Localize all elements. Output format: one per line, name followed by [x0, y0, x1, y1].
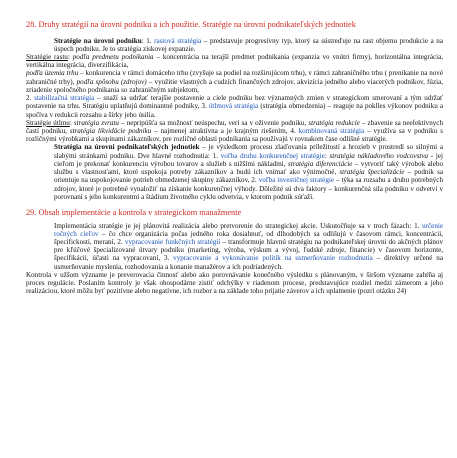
paragraph-growth-strategies — [26, 53, 443, 69]
term-functional-strategies: vypracovanie funkčných stratégií — [124, 238, 221, 247]
term-by-resources: podľa spôsobu (zdrojov) — [76, 77, 147, 86]
term-annual-objectives: určenie ročných cieľov — [54, 221, 443, 238]
text: – konkurencia v rámci domáceho trhu (zvyšuje sa podiel na rozširujúcom trhu), v rámci zahraničného trhu ( prenikanie na nové zahraničné trhy), — [26, 69, 443, 86]
term-combined-strategy: kombinovaná stratégia — [298, 127, 365, 136]
text: – podnik sa orientuje na uspokojovanie potrieb obmedzenej skupiny zákazníkov, 2. — [54, 168, 443, 185]
term-business-unit-level: Stratégia na úrovni podnikateľských jednotiek — [54, 143, 200, 152]
text: – predstavuje progresívny typ, ktorý sa sústreďuje na rast objemu produkcie a na úspech podniku. Je to stratégia ziskovej expanzie. — [54, 36, 444, 53]
paragraph-business-unit — [26, 143, 443, 201]
text: – transformuje hlavnú stratégiu na podnikateľskej úrovni do akčných plánov pre kľúčové špecializované útvary podniku (marketing, výroba, výskum a vývoj, ľudské zdroje, financie) v časovom horizonte, špecifikácii, účasti na vypracovaní, 3. — [54, 238, 443, 263]
text: – nepripúšťa sa možnosť neúspechu, verí sa v oživenie podniku, — [118, 118, 309, 127]
term-turnaround: stratégia zvratu — [73, 118, 119, 127]
term-by-business-subject: podľa predmetu podnikania — [72, 53, 154, 62]
term-specialization: stratégia špecializácie — [339, 168, 405, 177]
text: – zbavenie sa neefektívnych častí podniku, — [26, 118, 443, 136]
section-heading: 29. Obsah implementácie a kontrola v strategickom manažmente — [26, 207, 242, 217]
section-28 — [26, 20, 443, 201]
section-29 — [26, 208, 443, 296]
paragraph-stabilization — [26, 94, 443, 119]
term-policies: vypracovanie a vykonávanie politík na usmerňovanie rozhodnutia — [173, 254, 373, 263]
text: : 1. — [141, 36, 155, 45]
term-growth-strategies: Stratégie rastu — [26, 53, 68, 62]
term-liquidation: stratégia likvidácie podniku — [69, 127, 152, 136]
paragraph-control — [26, 271, 443, 296]
text: (stratégia obmedzenia) – reaguje na poklles výkonov podniku a spočíva v redukcii rozsahu a šírky jeho úsilia. — [26, 102, 443, 119]
text: : — [324, 151, 330, 160]
term-growth-strategy: rastová stratégia — [154, 36, 202, 45]
term-stabilization-strategy: stabilizačná stratégia — [34, 94, 95, 103]
text: – snaží sa udržať terajšie postavenie a ciele podniku bez významných zmien v strategickom smerovaní a tým udržať postavenie na trhu. Stratégiu uplatňujú dominantné podniky, 3. — [26, 94, 444, 111]
term-cost-leadership: stratégia nákladového vodcovstva — [329, 151, 429, 160]
text: – koncentrácia na terajší predmet podnikania (expanzia vo vnútri firmy), horizontálna integrácia, vertikálna integrácia, diverzifikácia, — [26, 53, 444, 70]
term-reduction: stratégia redukcie — [308, 118, 360, 127]
text: Kontrola v užšom význame je preverovacia činnosť alebo ako porovnávanie konečného výsledku s plánovaným, v širšom význame zahŕňa aj proces regulácie. Poslaním kontroly je však ohospodárne zistiť odchýlky v riadenom procese, predstavujúce rozdiel medzi zámerom a jeho realizáciou, ktoré môžu byť pozitívne alebo negatívne, ich rozbor a na základe toho prijatie záverov a ich uplatnenie (pozri otázku 24) — [26, 270, 443, 296]
term-corporate-level: Stratégie na úrovni podniku — [54, 36, 142, 45]
term-retrenchment-strategy: útlmová stratégia — [208, 102, 259, 111]
text: : — [69, 118, 74, 127]
paragraph-retrenchment — [26, 119, 443, 144]
term-competitive-strategy-choice: voľba druhu konkurenčnej stratégie — [220, 151, 325, 160]
text: Implementácia stratégie je jej plánovitá realizácia alebo pretvorenie do strategickej akcie. Uskutočňuje sa v troch fázach: 1. — [54, 221, 423, 230]
text: – vytvoriť taký výrobok alebo službu s vlastnosťami, ktoré uspokoja potreby zákazníkov a budú ich vnímať ako výnimočné, — [54, 159, 444, 177]
text: – týka sa rozsahu a druhu potrebných zdrojov, ktoré je potrebné vynaložiť na získanie konkurenčnej výhody. Dôležité sú dva faktory – konkurenčná sila podniku v odvetví v porovnaní s jeho konkurentmi a štádium životného cyklu odvetvia, v ktorom podnik súťaží. — [54, 176, 443, 201]
text: – čo chce organizácia počas jedného roka dosiahnuť, od dlhodobých sa odlišujú v časovom rámci, koncentrácii, špecifickosti, meraní, 2. — [54, 229, 443, 247]
text: – direktívy určené na usmerňovanie myslenia, rozhodovania a konanie manažérov a ich podriadených. — [54, 254, 443, 271]
text: – je výsledkom procesu zlaďovania príležitostí a hrozieb v prostredí so silnými a slabými stránkami podniku. Dve hlavné rozhodnutia: 1. — [54, 143, 443, 160]
term-retrenchment-strategies: Stratégie útlmu — [26, 118, 70, 127]
text: : — [67, 53, 73, 62]
paragraph-corporate-strategies — [26, 37, 443, 53]
paragraph-implementation — [26, 222, 443, 271]
text: – využíva sa v podniku s rozličnými výrobkami a skupinami zákazníkov, pre rozličné oblasti podnikania sa používajú v rovnakom čase odlišné stratégie. — [26, 127, 443, 144]
text: – najmenej atraktívna a je krajným riešením, 4. — [151, 127, 299, 136]
term-differentiation: stratégia diferenciácie — [288, 159, 353, 168]
term-by-market-territory: podľa územia trhu — [26, 69, 79, 78]
text: – využitie vlastných a cudzích finančných zdrojov, akvizícia jedného alebo viacerých podnikov, fúzia, zriadenie spoločného podnikania so zahraničným subjektom, — [26, 77, 443, 94]
paragraph-market-territory — [26, 69, 443, 94]
section-heading: 28. Druhy stratégií na úrovni podniku a ich použitie. Stratégie na úrovni podnikateľských jednotiek — [26, 20, 356, 29]
text: - jej cieľom je prekonať konkurenciu výrobou tovarov a služieb s nižšími nákladmi, — [54, 151, 444, 168]
term-investment-strategy-choice: voľba investičnej stratégie — [258, 176, 334, 185]
text: 2. — [26, 94, 35, 103]
